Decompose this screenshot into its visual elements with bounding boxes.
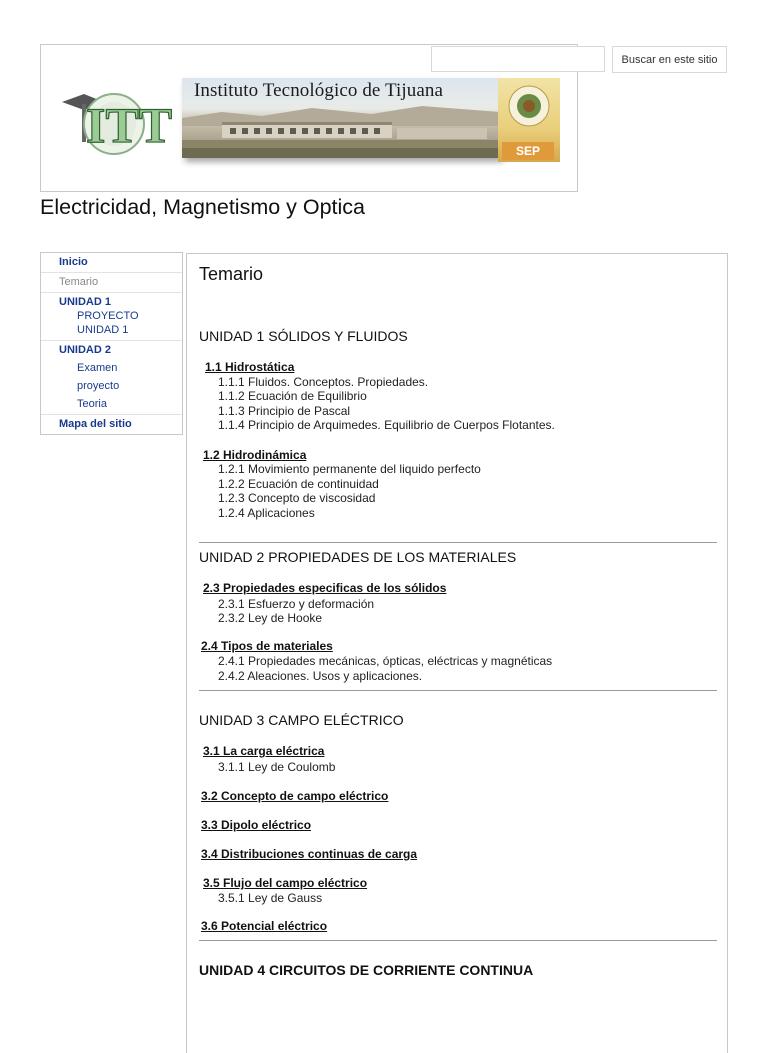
section-link[interactable]: 3.2 Concepto de campo eléctrico <box>201 789 389 803</box>
svg-text:ITT: ITT <box>86 97 173 153</box>
section-link[interactable]: 3.5 Flujo del campo eléctrico <box>203 876 368 890</box>
topic-item: 1.1.2 Ecuación de Equilibrio <box>218 389 367 403</box>
topic-item: 2.3.2 Ley de Hooke <box>218 611 323 625</box>
topic-item: 2.3.1 Esfuerzo y deformación <box>218 597 375 611</box>
institution-name: Instituto Tecnológico de Tijuana <box>194 80 444 101</box>
divider <box>199 940 717 941</box>
sidebar-item-unidad-1[interactable]: UNIDAD 1 <box>59 296 111 308</box>
page-title: Temario <box>199 264 264 284</box>
sidebar-subitem-teoria[interactable]: Teoria <box>77 398 107 410</box>
sidebar-item-temario[interactable]: Temario <box>59 276 99 288</box>
divider <box>199 542 717 543</box>
unit-heading: UNIDAD 3 CAMPO ELÉCTRICO <box>199 712 404 728</box>
topic-item: 1.2.4 Aplicaciones <box>218 506 315 520</box>
section-link[interactable]: 3.4 Distribuciones continuas de carga <box>201 847 418 861</box>
section-link[interactable]: 3.1 La carga eléctrica <box>203 744 325 758</box>
sidebar-nav <box>40 252 183 435</box>
search-button[interactable]: Buscar en este sitio <box>612 46 727 73</box>
topic-item: 1.2.2 Ecuación de continuidad <box>218 477 379 491</box>
sidebar-subitem-proyecto[interactable]: proyecto <box>77 380 120 392</box>
topic-item: 1.1.4 Principio de Arquimedes. Equilibrio de Cuerpos Flotantes. <box>218 418 555 432</box>
itt-logo-icon <box>58 80 238 160</box>
divider <box>199 690 717 691</box>
site-title: Electricidad, Magnetismo y Optica <box>40 195 366 219</box>
topic-item: 1.2.1 Movimiento permanente del liquido perfecto <box>218 462 481 476</box>
search-input[interactable] <box>431 46 605 72</box>
topic-item: 3.1.1 Ley de Coulomb <box>218 760 336 774</box>
sidebar-item-unidad-2[interactable]: UNIDAD 2 <box>59 344 111 356</box>
sidebar-subitem-examen[interactable]: Examen <box>77 362 118 374</box>
section-link[interactable]: 2.4 Tipos de materiales <box>201 639 333 653</box>
topic-item: 2.4.1 Propiedades mecánicas, ópticas, eléctricas y magnéticas <box>218 654 553 668</box>
sidebar-item-mapa-del-sitio[interactable]: Mapa del sitio <box>59 418 132 430</box>
unit-heading: UNIDAD 1 SÓLIDOS Y FLUIDOS <box>199 328 408 344</box>
section-link[interactable]: 2.3 Propiedades especificas de los sólidos <box>203 581 447 595</box>
main-content <box>186 253 728 1053</box>
section-link[interactable]: 3.6 Potencial eléctrico <box>201 919 328 933</box>
unit-heading: UNIDAD 4 CIRCUITOS DE CORRIENTE CONTINUA <box>199 962 534 978</box>
topic-item: 2.4.2 Aleaciones. Usos y aplicaciones. <box>218 669 423 683</box>
sidebar-subitem-proyecto[interactable]: PROYECTO <box>77 310 139 322</box>
section-link[interactable]: 1.1 Hidrostática <box>205 360 295 374</box>
sidebar-item-inicio[interactable]: Inicio <box>59 256 88 268</box>
topic-item: 3.5.1 Ley de Gauss <box>218 891 323 905</box>
topic-item: 1.1.3 Principio de Pascal <box>218 404 351 418</box>
topic-item: 1.1.1 Fluidos. Conceptos. Propiedades. <box>218 375 429 389</box>
section-link[interactable]: 3.3 Dipolo eléctrico <box>201 818 312 832</box>
topic-item: 1.2.3 Concepto de viscosidad <box>218 491 376 505</box>
section-link[interactable]: 1.2 Hidrodinámica <box>203 448 307 462</box>
site-banner[interactable] <box>58 72 562 168</box>
coat-of-arms-icon <box>498 78 560 138</box>
unit-heading: UNIDAD 2 PROPIEDADES DE LOS MATERIALES <box>199 549 517 565</box>
sidebar-subitem-unidad-1[interactable]: UNIDAD 1 <box>77 324 129 336</box>
sep-label: SEP <box>502 142 554 160</box>
